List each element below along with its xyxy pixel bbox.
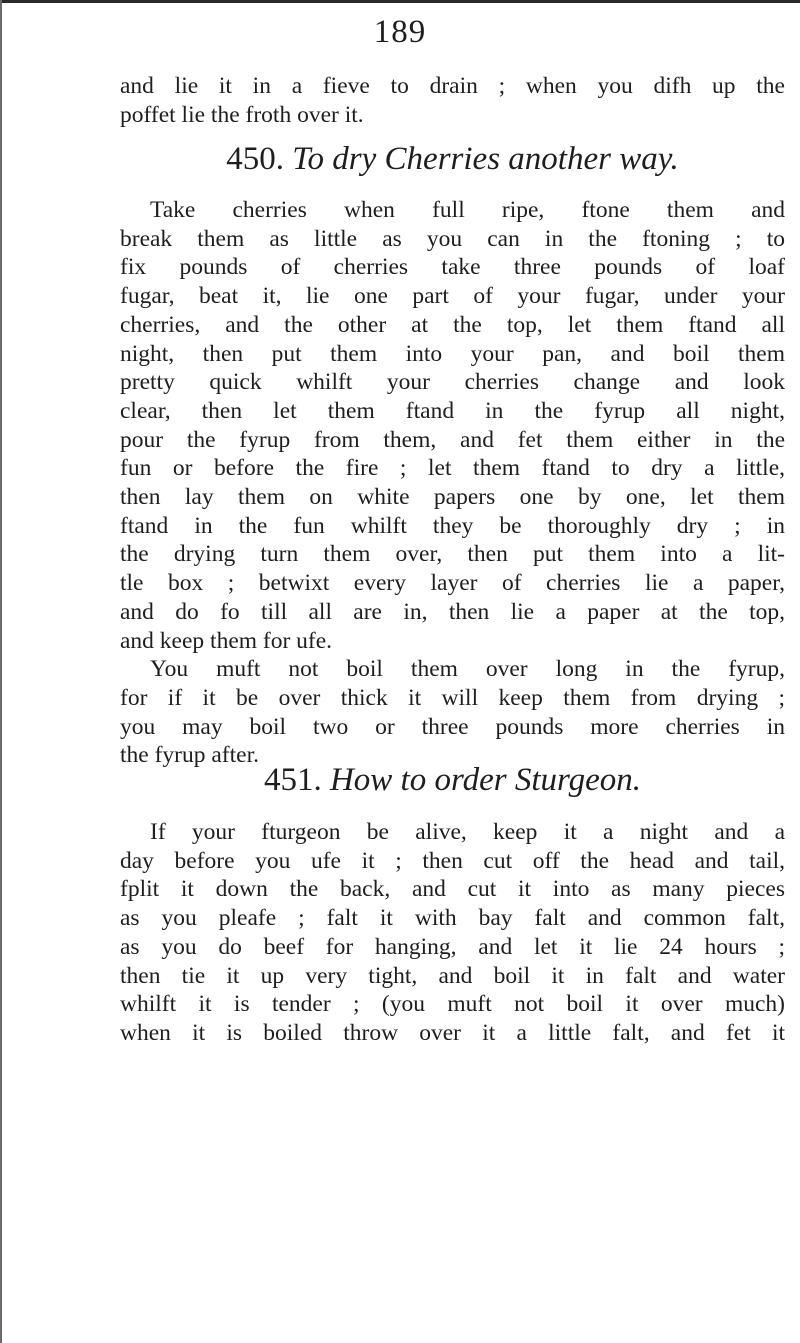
recipe-body-450 (120, 196, 785, 770)
text-line: fugar, beat it, lie one part of your fugar, under your (120, 283, 785, 310)
recipe-title: To dry Cherries another way. (292, 141, 679, 177)
page-number: 189 (373, 14, 427, 50)
text-line: ftand in the fun whilft they be thoroughly dry ; in (120, 512, 785, 539)
intro-paragraph (120, 72, 785, 129)
text-line: Take cherries when full ripe, ftone them and (150, 197, 785, 223)
text-line: then lay them on white papers one by one, let them (120, 484, 785, 511)
book-page (120, 0, 790, 1343)
text-line: If your fturgeon be alive, keep it a night and a (150, 819, 785, 845)
recipe-number: 451. (263, 762, 322, 798)
text-line: poffet lie the froth over it. (120, 101, 364, 128)
text-line: whilft it is tender ; (you muft not boil it over much) (120, 991, 785, 1018)
text-line: and lie it in a fieve to drain ; when you difh up the (120, 73, 785, 99)
text-line: as you pleafe ; falt it with bay falt and common falt, (120, 905, 785, 932)
text-line: the drying turn them over, then put them into a lit- (120, 541, 785, 568)
scan-border-left (0, 0, 2, 1343)
recipe-heading-451 (120, 760, 785, 800)
text-line: fplit it down the back, and cut it into as many pieces (120, 876, 785, 903)
text-line: day before you ufe it ; then cut off the head and tail, (120, 847, 785, 874)
text-line: and keep them for ufe. (120, 627, 333, 654)
text-line: tle box ; betwixt every layer of cherries lie a paper, (120, 570, 785, 597)
recipe-number: 450. (226, 141, 284, 177)
text-line: for if it be over thick it will keep them from drying ; (120, 684, 785, 711)
text-line: and do fo till all are in, then lie a paper at the top, (120, 598, 785, 625)
text-line: pour the fyrup from them, and fet them either in the (120, 426, 785, 453)
text-line: You muft not boil them over long in the fyrup, (150, 656, 785, 683)
recipe-body-451 (120, 818, 785, 1048)
text-line: night, then put them into your pan, and boil them (120, 340, 785, 367)
text-line: then tie it up very tight, and boil it in falt and water (120, 962, 785, 989)
text-line: pretty quick whilft your cherries change and look (120, 369, 785, 396)
text-line: the fyrup after. (120, 742, 259, 769)
recipe-title: How to order Sturgeon. (329, 762, 642, 798)
text-line: fix pounds of cherries take three pounds of loaf (120, 254, 785, 281)
recipe-heading-450 (120, 139, 785, 179)
text-line: when it is boiled throw over it a little falt, and fet it (120, 1019, 785, 1046)
text-line: you may boil two or three pounds more cherries in (120, 713, 785, 740)
text-line: break them as little as you can in the ftoning ; to (120, 225, 785, 252)
text-line: as you do beef for hanging, and let it lie 24 hours ; (120, 933, 785, 960)
text-line: fun or before the fire ; let them ftand to dry a little, (120, 455, 785, 482)
text-line: clear, then let them ftand in the fyrup all night, (120, 397, 785, 424)
text-line: cherries, and the other at the top, let them ftand all (120, 311, 785, 338)
